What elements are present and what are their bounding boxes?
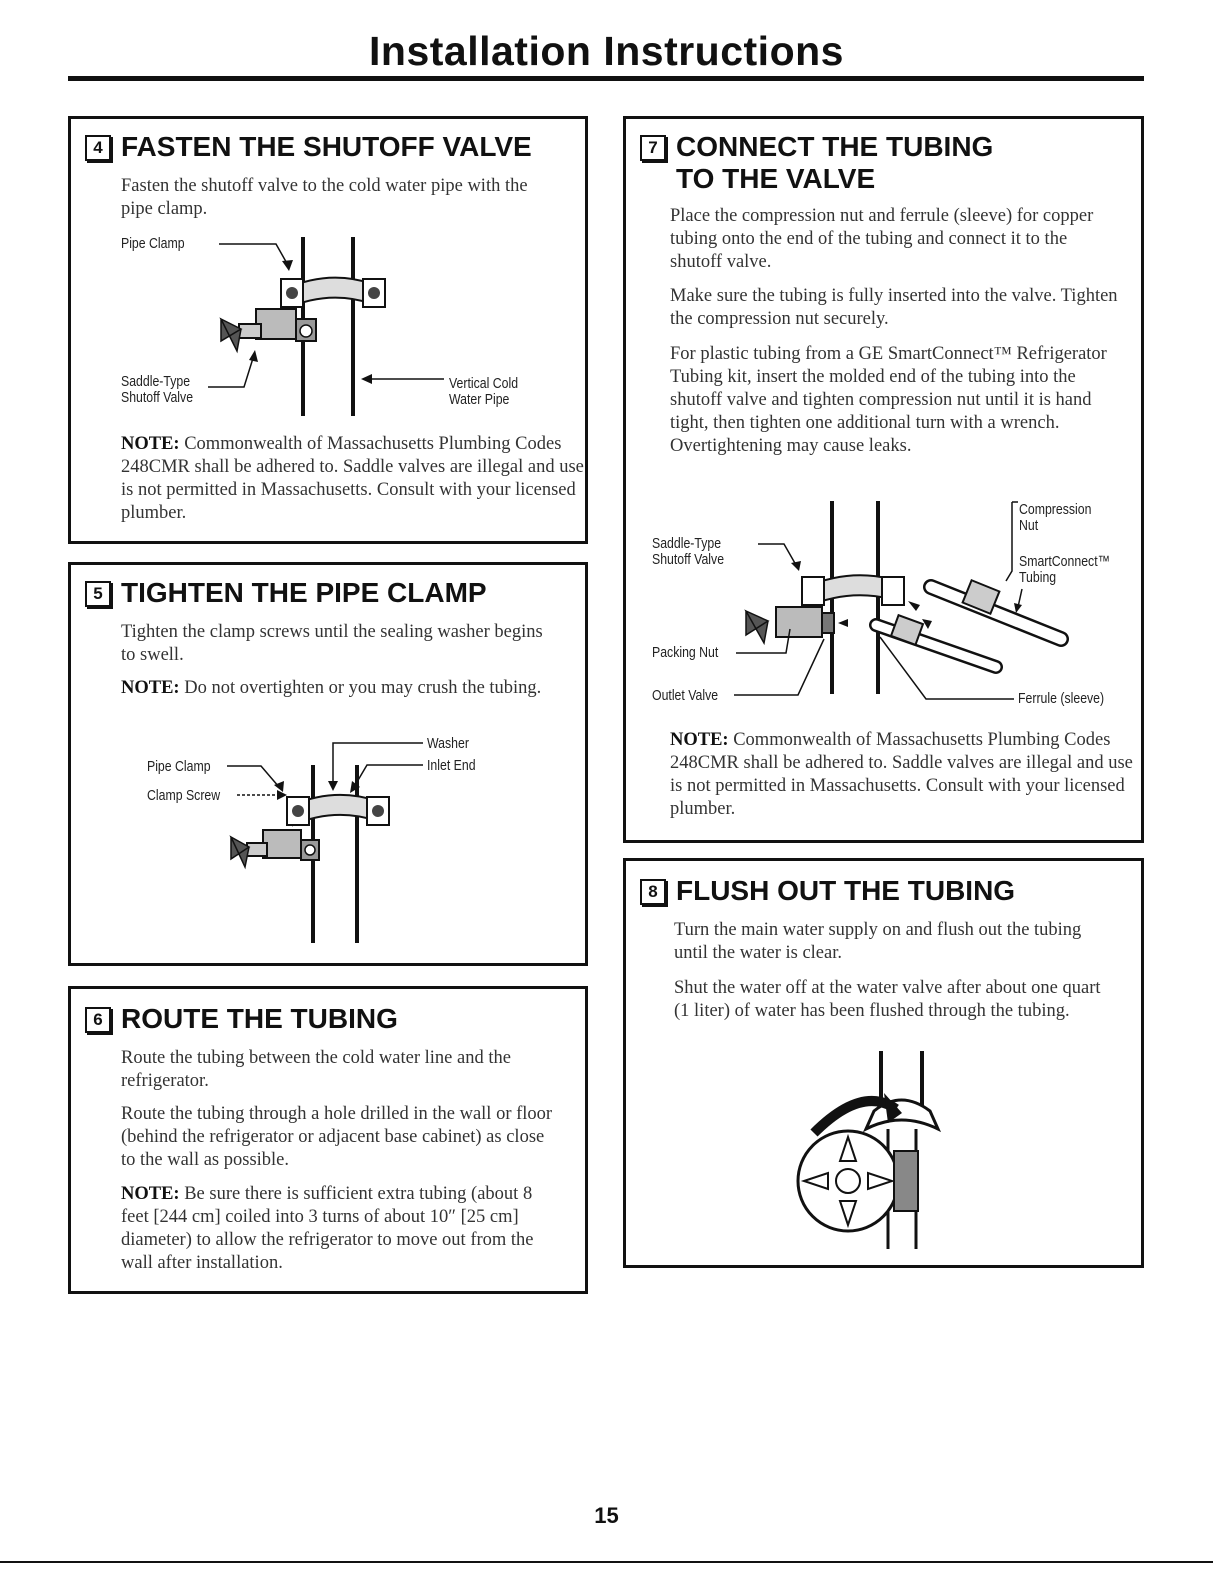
label-vertical-cold: Vertical Cold: [449, 375, 519, 392]
step-6-title: ROUTE THE TUBING: [121, 1003, 398, 1034]
label-packing-nut: Packing Nut: [652, 644, 719, 661]
label-water-pipe: Water Pipe: [449, 391, 510, 408]
label-ferrule: Ferrule (sleeve): [1018, 690, 1105, 707]
step-8-panel: [623, 858, 1144, 1268]
label-shutoff-valve-7: Shutoff Valve: [652, 551, 725, 568]
step-7-text-2: Make sure the tubing is fully inserted into the valve. Tighten the compression nut securely.: [670, 286, 1118, 329]
label-washer: Washer: [427, 735, 469, 752]
step-5-number-badge: 5: [85, 581, 111, 607]
step-8-text-1: Turn the main water supply on and flush out the tubing until the water is clear.: [674, 920, 1082, 963]
label-inlet-end: Inlet End: [427, 757, 476, 774]
step-5-note-label: NOTE:: [121, 678, 180, 698]
label-smartconnect: SmartConnect™: [1019, 553, 1110, 570]
step-6-note-text: Be sure there is sufficient extra tubing (about 8 feet [244 cm] coiled into 3 turns of about 10″ [25 cm] diameter) to allow the refrigerator to move out from the wall after installation.: [121, 1184, 534, 1273]
step-7-title-line-1: CONNECT THE TUBING: [676, 131, 994, 162]
step-4-note-text: Commonwealth of Massachusetts Plumbing Codes 248CMR shall be adhered to. Saddle valves are illegal and use is not permitted in Massachusetts. Consult with your licensed plumber.: [121, 434, 584, 523]
step-4-note: [121, 433, 591, 525]
step-4-title: FASTEN THE SHUTOFF VALVE: [121, 131, 532, 162]
step-6-text-1: Route the tubing between the cold water line and the refrigerator.: [121, 1048, 511, 1091]
label-clamp-screw: Clamp Screw: [147, 787, 221, 804]
tubing-connection-diagram: [626, 119, 1147, 719]
page-title: Installation Instructions: [369, 28, 844, 74]
step-6-note: [121, 1183, 561, 1275]
step-7-title-line-2: TO THE VALVE: [676, 163, 876, 194]
step-4-note-label: NOTE:: [121, 434, 180, 454]
page-number: 15: [594, 1503, 619, 1528]
label-outlet-valve: Outlet Valve: [652, 687, 719, 704]
step-7-note-text: Commonwealth of Massachusetts Plumbing Codes 248CMR shall be adhered to. Saddle valves are illegal and use is not permitted in Massachusetts. Consult with your licensed plumber.: [670, 730, 1133, 819]
label-nut: Nut: [1019, 517, 1039, 534]
label-pipe-clamp-2: Pipe Clamp: [147, 758, 211, 775]
step-8-title: FLUSH OUT THE TUBING: [676, 875, 1016, 906]
step-4-number-badge: 4: [85, 135, 111, 161]
bottom-divider: [0, 1561, 1213, 1563]
step-5-text: Tighten the clamp screws until the sealing washer begins to swell.: [121, 622, 543, 665]
step-7-text-3: For plastic tubing from a GE SmartConnect™ Refrigerator Tubing kit, insert the molded end of the tubing into the shutoff valve and tighten compression nut until it is hand tight, then tighten one additional turn with a wrench. Overtightening may cause leaks.: [670, 344, 1107, 456]
water-valve-diagram: [626, 861, 1147, 1271]
step-6-number-badge: 6: [85, 1007, 111, 1033]
step-6-heading: [85, 1003, 398, 1035]
label-compression: Compression: [1019, 501, 1092, 518]
label-shutoff-valve: Shutoff Valve: [121, 389, 194, 406]
label-pipe-clamp: Pipe Clamp: [121, 235, 185, 252]
step-7-note: [670, 729, 1140, 821]
step-5-panel: [68, 562, 588, 966]
step-6-note-label: NOTE:: [121, 1184, 180, 1204]
step-7-text-1: Place the compression nut and ferrule (sleeve) for copper tubing onto the end of the tubing and connect it to the shutoff valve.: [670, 206, 1094, 272]
step-7-number-badge: 7: [640, 135, 666, 161]
step-7-panel: [623, 116, 1144, 843]
step-5-note-text: Do not overtighten or you may crush the tubing.: [179, 678, 542, 698]
label-saddle-type: Saddle-Type: [121, 373, 191, 390]
step-4-text: Fasten the shutoff valve to the cold water pipe with the pipe clamp.: [121, 176, 528, 219]
step-7-note-label: NOTE:: [670, 730, 729, 750]
step-5-title: TIGHTEN THE PIPE CLAMP: [121, 577, 487, 608]
step-6-panel: [68, 986, 588, 1294]
label-saddle-type-7: Saddle-Type: [652, 535, 722, 552]
label-tubing: Tubing: [1019, 569, 1057, 586]
step-4-panel: [68, 116, 588, 544]
step-8-text-2: Shut the water off at the water valve after about one quart (1 liter) of water has been flushed through the tubing.: [674, 978, 1101, 1021]
title-divider: [68, 76, 1144, 81]
step-8-number-badge: 8: [640, 879, 666, 905]
step-6-text-2: Route the tubing through a hole drilled in the wall or floor (behind the refrigerator or adjacent base cabinet) as close to the wall as possible.: [121, 1104, 553, 1170]
